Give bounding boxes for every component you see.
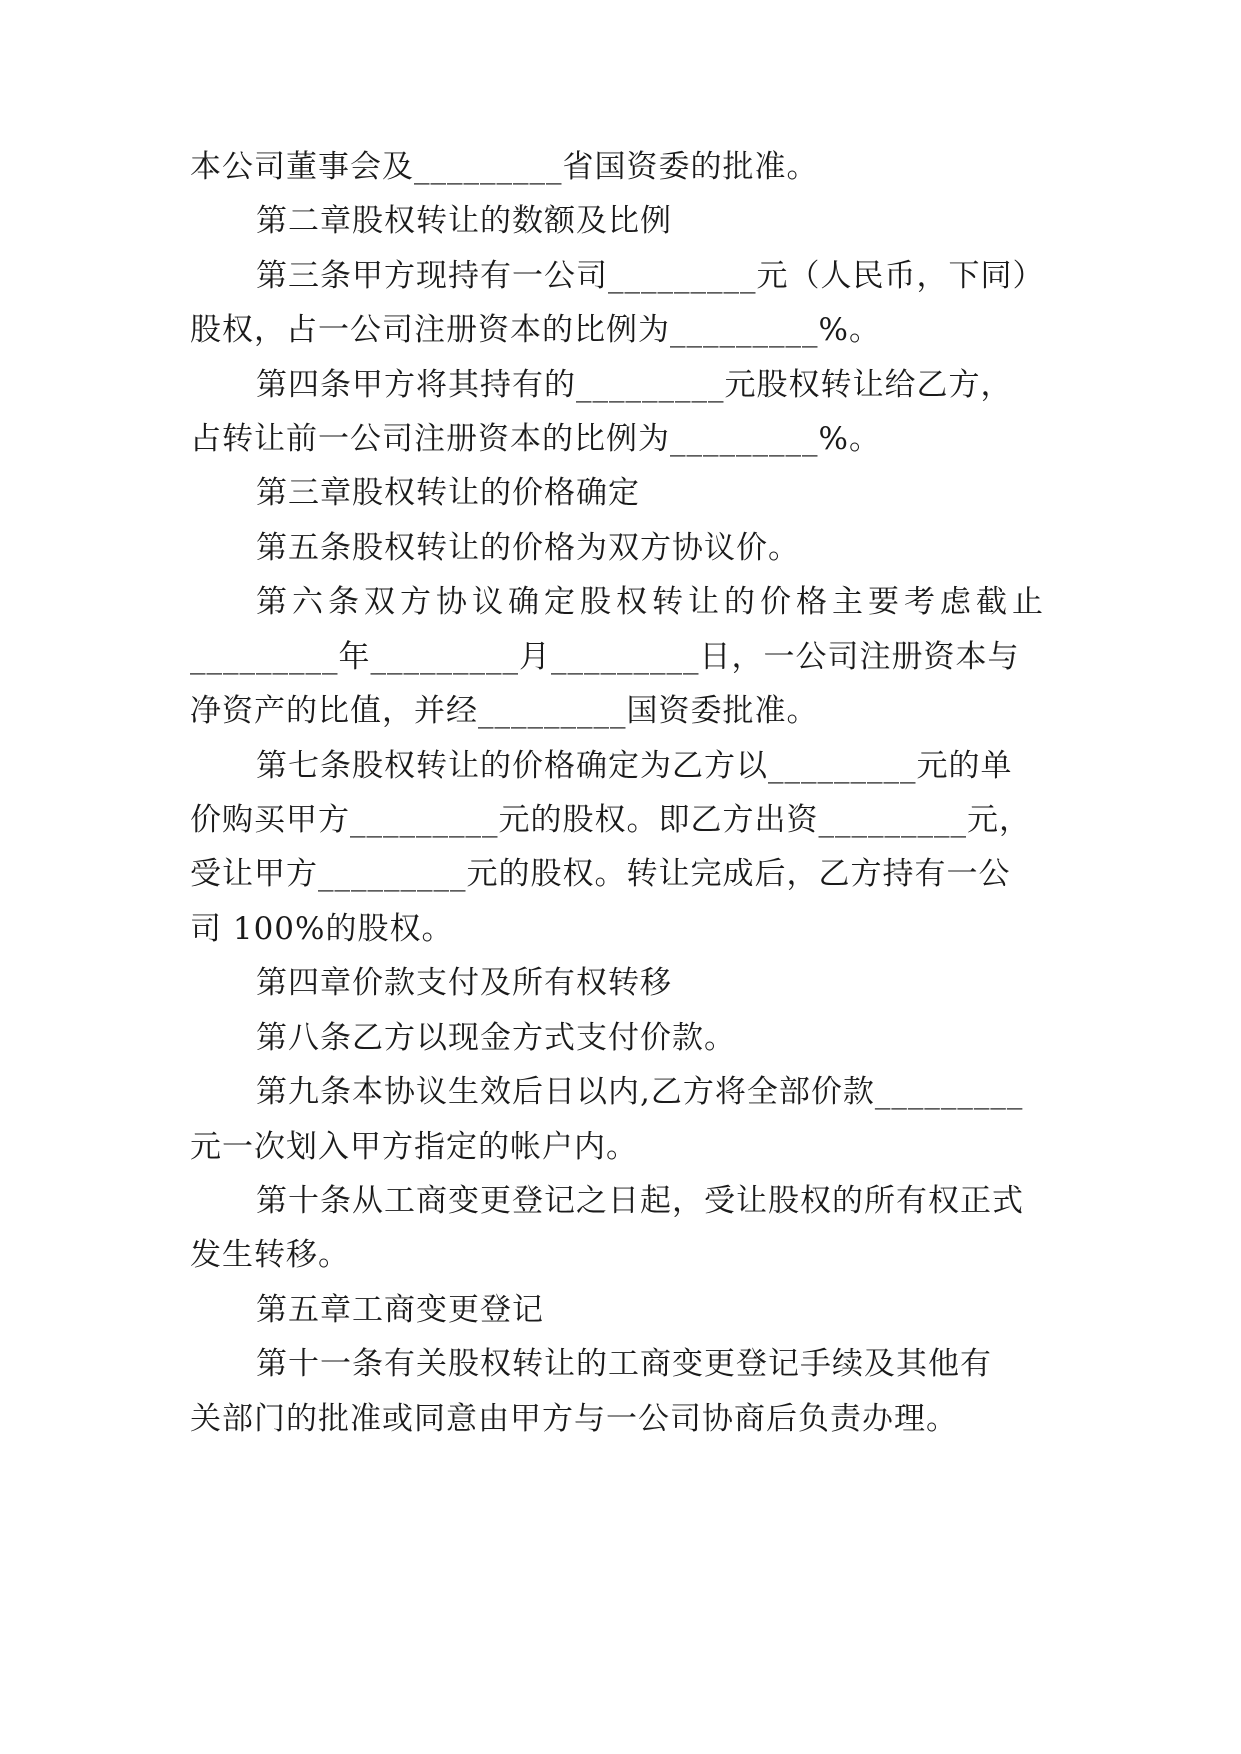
chapter-2-heading: 第二章股权转让的数额及比例: [256, 203, 672, 239]
article-9-line-2: 元一次划入甲方指定的帐户内。: [190, 1129, 638, 1165]
article-7-line-2: 价购买甲方_________元的股权。即乙方出资_________元，: [190, 802, 1031, 838]
article-4-line-2: 占转让前一公司注册资本的比例为_________%。: [190, 421, 881, 457]
article-3-line-2: 股权，占一公司注册资本的比例为_________%。: [190, 312, 881, 348]
article-9-line-1: 第九条本协议生效后日以内,乙方将全部价款_________: [256, 1074, 1024, 1110]
article-7-line-3: 受让甲方_________元的股权。转让完成后，乙方持有一公: [190, 856, 1011, 892]
text-line-1: 本公司董事会及_________省国资委的批准。: [190, 149, 819, 185]
article-6-line-2: _________年_________月_________日，一公司注册资本与: [190, 639, 1020, 675]
article-11-line-2: 关部门的批准或同意由甲方与一公司协商后负责办理。: [190, 1401, 958, 1437]
chapter-5-heading: 第五章工商变更登记: [256, 1292, 544, 1328]
article-7-line-1: 第七条股权转让的价格确定为乙方以_________元的单: [256, 748, 1013, 784]
article-11-line-1: 第十一条有关股权转让的工商变更登记手续及其他有: [256, 1346, 992, 1382]
article-4-line-1: 第四条甲方将其持有的_________元股权转让给乙方，: [256, 367, 1013, 403]
article-7-line-4: 司 100%的股权。: [190, 911, 454, 947]
article-10-line-1: 第十条从工商变更登记之日起，受让股权的所有权正式: [256, 1183, 1024, 1219]
article-5: 第五条股权转让的价格为双方协议价。: [256, 530, 800, 566]
chapter-3-heading: 第三章股权转让的价格确定: [256, 475, 640, 511]
article-8: 第八条乙方以现金方式支付价款。: [256, 1020, 736, 1056]
article-10-line-2: 发生转移。: [190, 1237, 350, 1273]
article-6-line-3: 净资产的比值，并经_________国资委批准。: [190, 693, 819, 729]
article-3-line-1: 第三条甲方现持有一公司_________元（人民币，下同）: [256, 258, 1045, 294]
article-6-line-1: 第六条双方协议确定股权转让的价格主要考虑截止: [256, 584, 1048, 620]
chapter-4-heading: 第四章价款支付及所有权转移: [256, 965, 672, 1001]
